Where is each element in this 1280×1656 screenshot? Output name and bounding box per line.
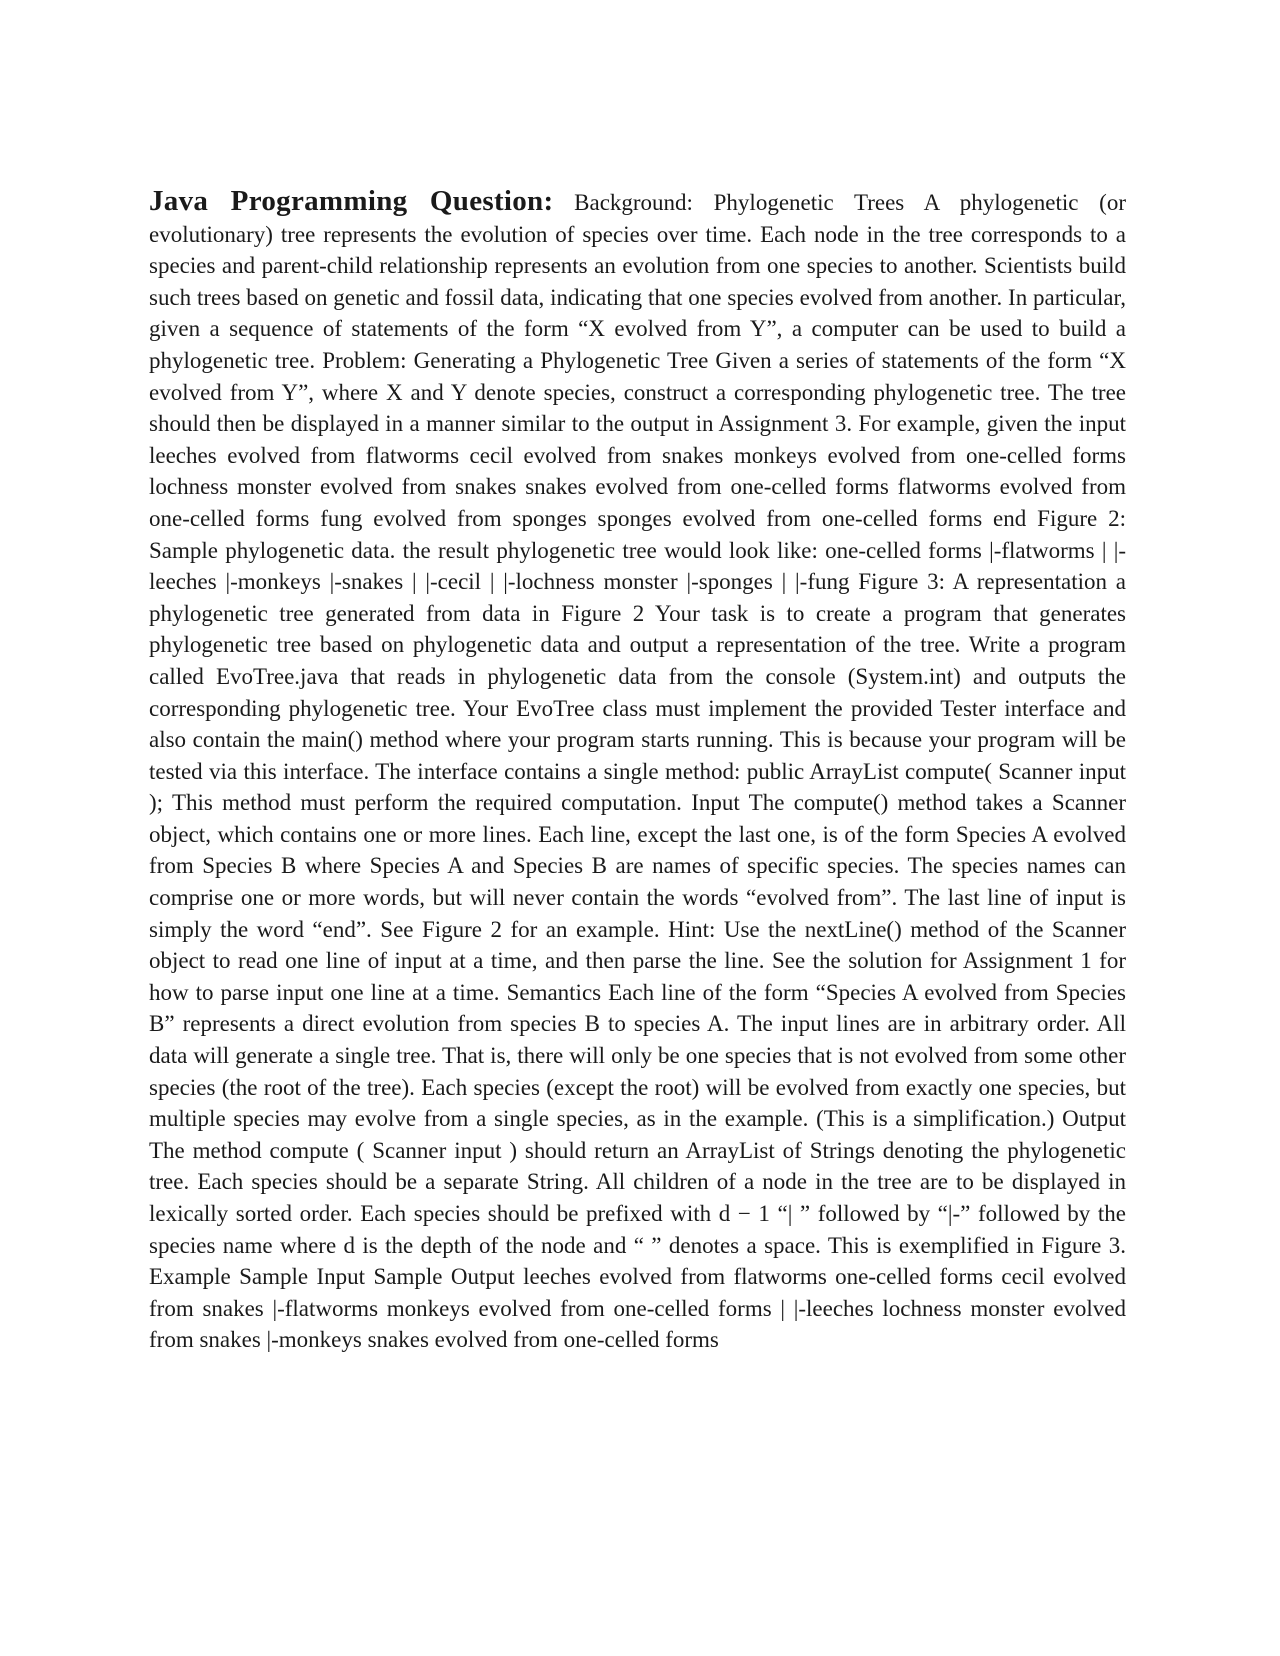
- question-paragraph: [149, 186, 1126, 1356]
- question-heading: Java Programming Question:: [149, 185, 554, 217]
- question-body: Background: Phylogenetic Trees A phylogenetic (or evolutionary) tree represents the evolution of species over time. Each node in the tree corresponds to a species and parent-child relationship represents an evolution from one species to another. Scientists build such trees based on genetic and fossil data, indicating that one species evolved from another. In particular, given a sequence of statements of the form “X evolved from Y”, a computer can be used to build a phylogenetic tree. Problem: Generating a Phylogenetic Tree Given a series of statements of the form “X evolved from Y”, where X and Y denote species, construct a corresponding phylogenetic tree. The tree should then be displayed in a manner similar to the output in Assignment 3. For example, given the input leeches evolved from flatworms cecil evolved from snakes monkeys evolved from one-celled forms lochness monster evolved from snakes snakes evolved from one-celled forms flatworms evolved from one-celled forms fung evolved from sponges sponges evolved from one-celled forms end Figure 2: Sample phylogenetic data. the result phylogenetic tree would look like: one-celled forms |-flatworms | |-leeches |-monkeys |-snakes | |-cecil | |-lochness monster |-sponges | |-fung Figure 3: A representation a phylogenetic tree generated from data in Figure 2 Your task is to create a program that generates phylogenetic tree based on phylogenetic data and output a representation of the tree. Write a program called EvoTree.java that reads in phylogenetic data from the console (System.int) and outputs the corresponding phylogenetic tree. Your EvoTree class must implement the provided Tester interface and also contain the main() method where your program starts running. This is because your program will be tested via this interface. The interface contains a single method: public ArrayList compute( Scanner input ); This method must perform the required computation. Input The compute() method takes a Scanner object, which contains one or more lines. Each line, except the last one, is of the form Species A evolved from Species B where Species A and Species B are names of specific species. The species names can comprise one or more words, but will never contain the words “evolved from”. The last line of input is simply the word “end”. See Figure 2 for an example. Hint: Use the nextLine() method of the Scanner object to read one line of input at a time, and then parse the line. See the solution for Assignment 1 for how to parse input one line at a time. Semantics Each line of the form “Species A evolved from Species B” represents a direct evolution from species B to species A. The input lines are in arbitrary order. All data will generate a single tree. That is, there will only be one species that is not evolved from some other species (the root of the tree). Each species (except the root) will be evolved from exactly one species, but multiple species may evolve from a single species, as in the example. (This is a simplification.) Output The method compute ( Scanner input ) should return an ArrayList of Strings denoting the phylogenetic tree. Each species should be a separate String. All children of a node in the tree are to be displayed in lexically sorted order. Each species should be prefixed with d − 1 “| ” followed by “|-” followed by the species name where d is the depth of the node and “ ” denotes a space. This is exemplified in Figure 3. Example Sample Input Sample Output leeches evolved from flatworms one-celled forms cecil evolved from snakes |-flatworms monkeys evolved from one-celled forms | |-leeches lochness monster evolved from snakes |-monkeys snakes evolved from one-celled forms: [149, 190, 1127, 1353]
